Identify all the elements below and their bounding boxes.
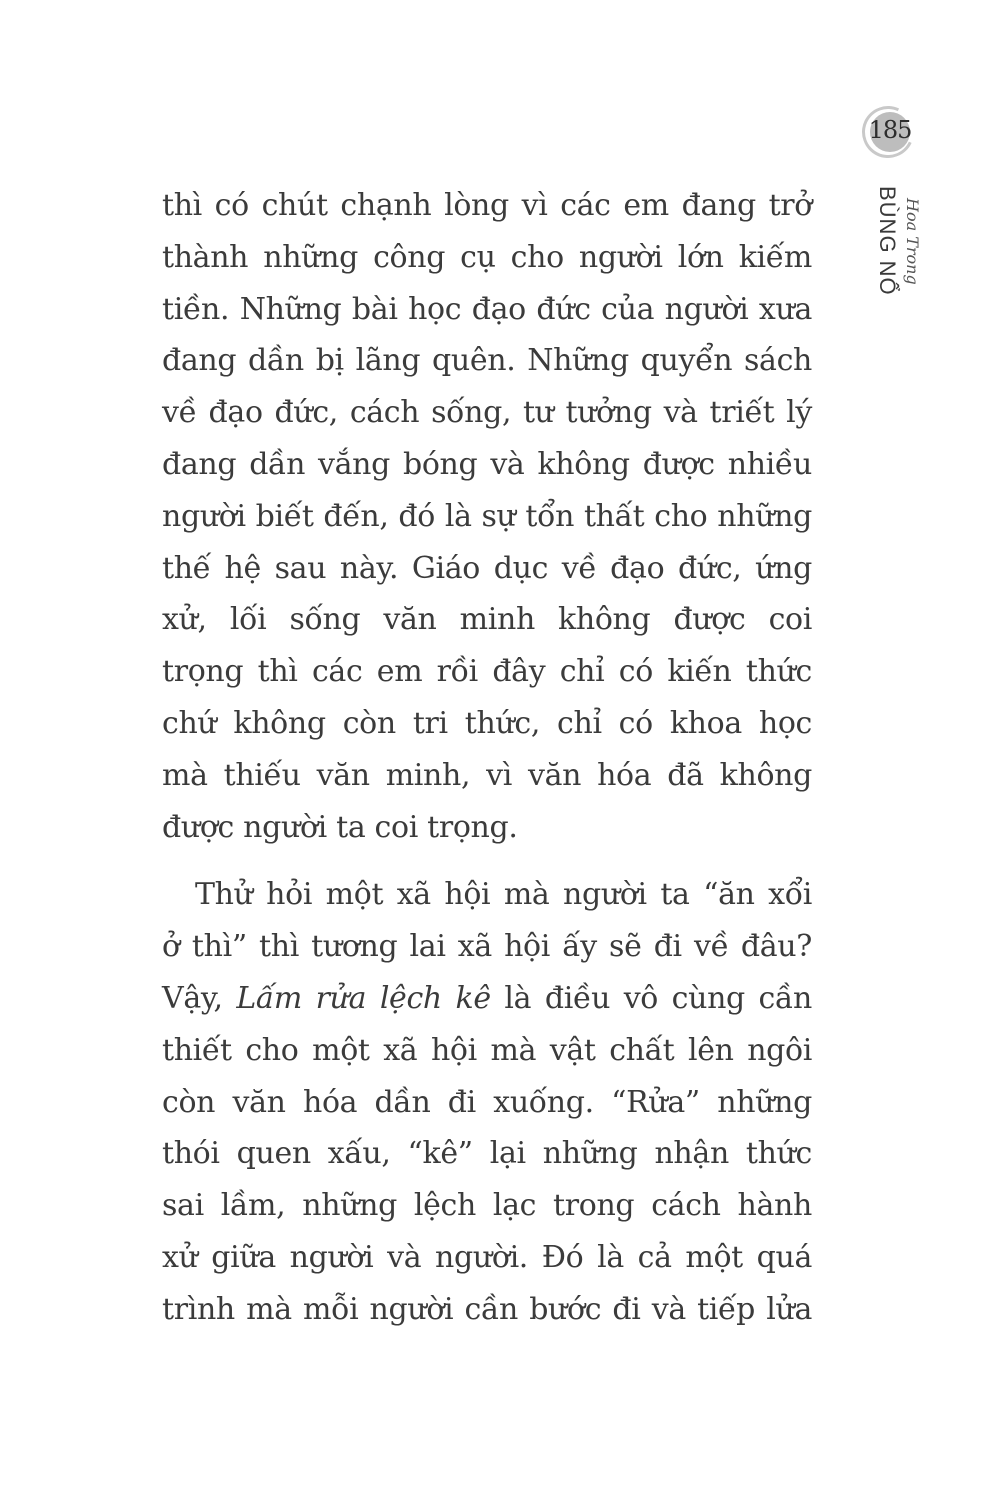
paragraph-1 xyxy=(162,180,812,853)
paragraph-2 xyxy=(162,869,812,1335)
text-line: trình mà mỗi người cần bước đi và tiếp lửa xyxy=(162,1291,812,1327)
text-line: còn văn hóa dần đi xuống. “Rửa” những xyxy=(162,1084,812,1120)
text-line: chứ không còn tri thức, chỉ có khoa học xyxy=(162,705,812,741)
text-line: xử giữa người và người. Đó là cả một quá xyxy=(162,1239,812,1275)
body-text xyxy=(162,180,812,1336)
text-line: xử, lối sống văn minh không được coi xyxy=(162,602,812,638)
running-header-title: BÙNG NỔ xyxy=(875,186,900,296)
page-number: 185 xyxy=(868,116,912,144)
text-line: thế hệ sau này. Giáo dục về đạo đức, ứng xyxy=(162,550,812,586)
text-line: đang dần bị lãng quên. Những quyển sách xyxy=(162,343,812,379)
text-line: thì có chút chạnh lòng vì các em đang trở xyxy=(162,188,812,223)
text-line: thói quen xấu, “kê” lại những nhận thức xyxy=(162,1136,812,1172)
page-number-badge xyxy=(862,106,912,156)
text-line: đang dần vắng bóng và không được nhiều xyxy=(162,446,812,482)
text-line: trọng thì các em rồi đây chỉ có kiến thức xyxy=(162,654,812,690)
book-title-italic: Lấm rửa lệch kê xyxy=(236,980,491,1016)
text-line: thành những công cụ cho người lớn kiếm xyxy=(162,239,812,275)
text-line: ở thì” thì tương lai xã hội ấy sẽ đi về đâu? xyxy=(162,929,812,965)
text-fragment: là điều vô cùng cần xyxy=(490,980,813,1016)
text-line-with-title xyxy=(162,973,812,1025)
text-line: được người ta coi trọng. xyxy=(162,809,518,845)
text-line: thiết cho một xã hội mà vật chất lên ngôi xyxy=(162,1032,812,1068)
text-line: người biết đến, đó là sự tổn thất cho những xyxy=(162,498,812,534)
running-header-script: Hoa Trong xyxy=(903,198,922,285)
text-line: mà thiếu văn minh, vì văn hóa đã không xyxy=(162,757,812,793)
text-line: sai lầm, những lệch lạc trong cách hành xyxy=(162,1188,812,1224)
text-line: Thử hỏi một xã hội mà người ta “ăn xổi xyxy=(195,877,812,913)
text-line: tiền. Những bài học đạo đức của người xưa xyxy=(162,291,812,327)
running-header xyxy=(872,186,924,296)
text-fragment: Vậy, xyxy=(162,980,237,1016)
text-line: về đạo đức, cách sống, tư tưởng và triết lý xyxy=(162,395,812,431)
